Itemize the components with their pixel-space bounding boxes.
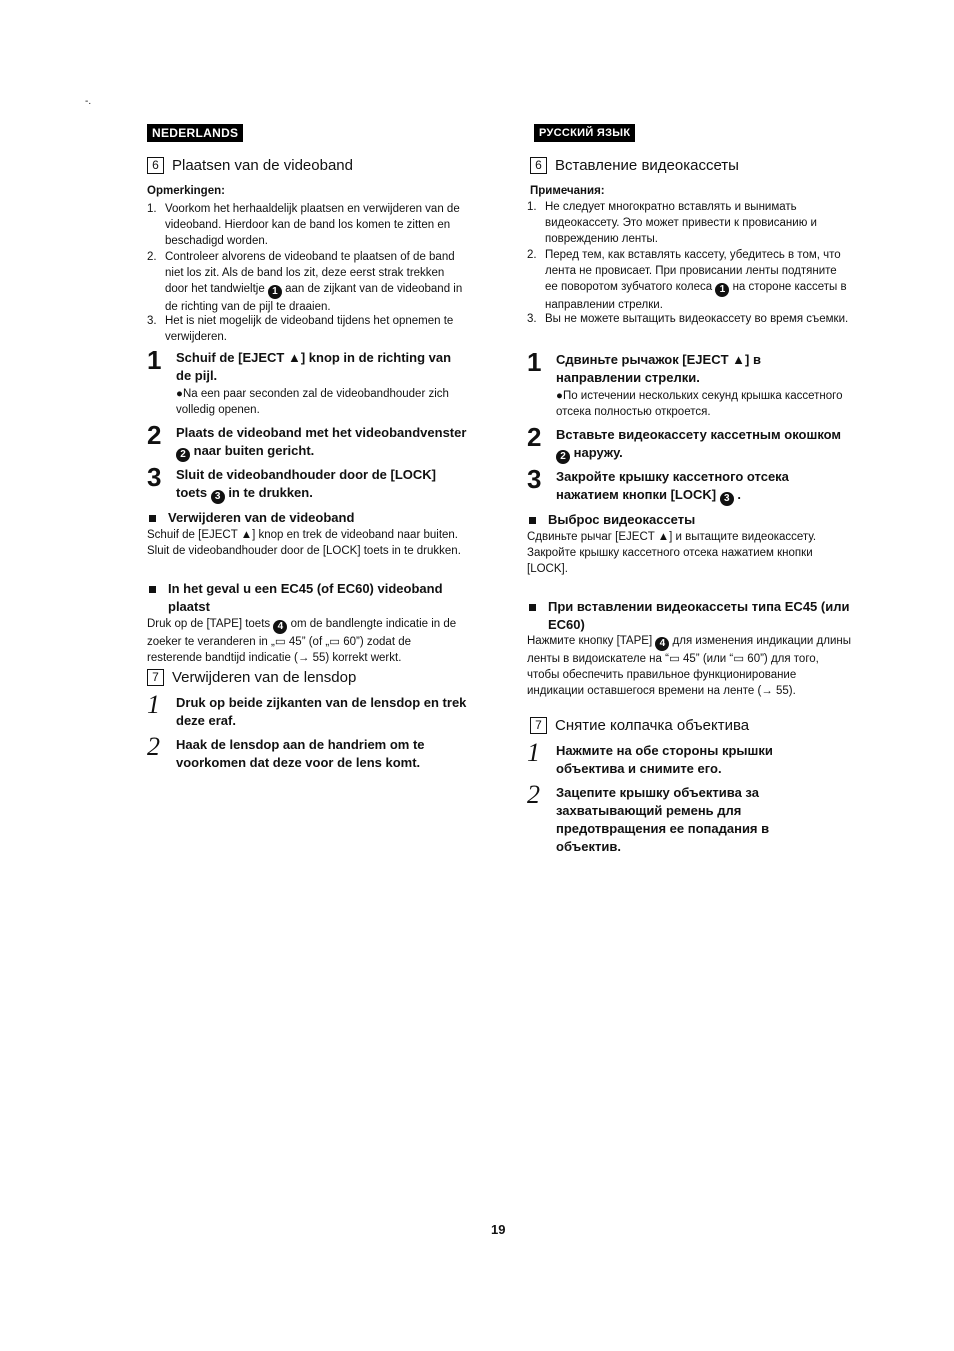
- section-6-heading: [530, 157, 739, 174]
- remove-heading: Выброс видеокассеты: [527, 511, 847, 529]
- note-2: 2. Controleer alvorens de videoband te plaatsen of de band niet los zit. Als de band los zit, deze eerst strak trekken door het tandwieltje 1 aan de zijkant van de videoband in de richting van de pijl te draaien.: [147, 251, 463, 313]
- circle-number: 1: [268, 285, 282, 299]
- section-7-heading: [530, 717, 749, 734]
- bullet-square-icon: [529, 517, 536, 524]
- page-number: 19: [491, 1222, 506, 1237]
- note-1: 1. Voorkom het herhaaldelijk plaatsen en verwijderen van de videoband. Hierdoor kan de band los komen te zitten en beschadigd worden.: [147, 203, 460, 247]
- circle-number: 4: [273, 620, 287, 634]
- notes-title: Opmerkingen:: [147, 185, 225, 197]
- bullet-square-icon: [149, 586, 156, 593]
- circle-number: 3: [211, 490, 225, 504]
- section-number: 6: [530, 157, 547, 174]
- section-title: Plaatsen van de videoband: [172, 157, 353, 174]
- remove-heading: Verwijderen van de videoband: [147, 509, 467, 527]
- section-title: Снятие колпачка объектива: [555, 717, 750, 734]
- ec45-heading: При вставлении видеокассеты типа EC45 (или EC60): [527, 598, 857, 634]
- bullet-square-icon: [149, 515, 156, 522]
- corner-mark: -.: [85, 96, 92, 107]
- ec45-text: Druk op de [TAPE] toets 4 om de bandlengte indicatie in de zoeker te veranderen in „▭ 45” (of „▭ 60”) zodat de resterende bandtijd indicatie (→ 55) korrekt werkt.: [147, 618, 457, 664]
- lens-step-2: 2 Haak de lensdop aan de handriem om te voorkomen dat deze voor de lens komt.: [147, 732, 425, 770]
- ec45-heading: In het geval u een EC45 (of EC60) videoband plaatst: [147, 580, 477, 616]
- note-2: 2. Перед тем, как вставлять кассету, убедитесь в том, что лента не провисает. При провисании ленты подтяните ее поворотом зубчатого колеса 1 на стороне кассеты в направлении стрелки.: [527, 249, 847, 311]
- language-badge: РУССКИЙ ЯЗЫК: [534, 124, 635, 142]
- step-1-note: ●Na een paar seconden zal de videobandhouder zich volledig openen.: [176, 388, 449, 416]
- circle-number: 1: [715, 283, 729, 297]
- section-number: 7: [147, 669, 164, 686]
- section-number: 6: [147, 157, 164, 174]
- note-3: 3. Het is niet mogelijk de videoband tijdens het opnemen te verwijderen.: [147, 315, 454, 343]
- section-title: Verwijderen van de lensdop: [172, 669, 357, 686]
- ec45-text: Нажмите кнопку [TAPE] 4 для изменения индикации длины ленты в видоискателе на “▭ 45” (или “▭ 60”) для того, чтобы обеспечить правильное функционирование индикации оставшегося времени на ленте (→ 55).: [527, 635, 852, 697]
- step-1: 1 Schuif de [EJECT ▲] knop in de richting van de pijl.: [147, 345, 452, 383]
- remove-text: Schuif de [EJECT ▲] knop en trek de videoband naar buiten. Sluit de videobandhouder door de [LOCK] toets in te drukken.: [147, 529, 461, 557]
- note-3: 3. Вы не можете вытащить видеокассету во время съемки.: [527, 313, 849, 325]
- section-title: Вставление видеокассеты: [555, 157, 739, 174]
- notes-title: Примечания:: [530, 185, 605, 197]
- section-7-heading: [147, 669, 356, 686]
- circle-number: 2: [176, 448, 190, 462]
- step-3: 3 Sluit de videobandhouder door de [LOCK] toets 3 in te drukken.: [147, 462, 436, 502]
- step-2: 2 Plaats de videoband met het videobandvenster 2 naar buiten gericht.: [147, 420, 467, 460]
- lens-step-1: 1 Druk op beide zijkanten van de lensdop en trek deze eraf.: [147, 690, 467, 728]
- bullet-square-icon: [529, 604, 536, 611]
- lens-step-1: 1 Нажмите на обе стороны крышки объектива и снимите его.: [527, 738, 773, 776]
- circle-number: 4: [655, 637, 669, 651]
- step-3: 3 Закройте крышку кассетного отсека нажатием кнопки [LOCK] 3 .: [527, 464, 789, 504]
- section-6-heading: [147, 157, 353, 174]
- circle-number: 3: [720, 492, 734, 506]
- step-2: 2 Вставьте видеокассету кассетным окошком 2 наружу.: [527, 422, 842, 462]
- language-badge: NEDERLANDS: [147, 124, 243, 142]
- step-1: 1 Сдвиньте рычажок [EJECT ▲] в направлении стрелки.: [527, 347, 761, 385]
- remove-text: Сдвиньте рычаг [EJECT ▲] и вытащите видеокассету. Закройте крышку кассетного отсека нажатием кнопки [LOCK].: [527, 531, 817, 575]
- section-number: 7: [530, 717, 547, 734]
- step-1-note: ●По истечении нескольких секунд крышка кассетного отсека полностью откроется.: [556, 390, 843, 418]
- lens-step-2: 2 Зацепите крышку объектива за захватывающий ремень для предотвращения ее попадания в объектив.: [527, 780, 770, 854]
- circle-number: 2: [556, 450, 570, 464]
- note-1: 1. Не следует многократно вставлять и вынимать видеокассету. Это может привести к провисанию и повреждению ленты.: [527, 201, 817, 245]
